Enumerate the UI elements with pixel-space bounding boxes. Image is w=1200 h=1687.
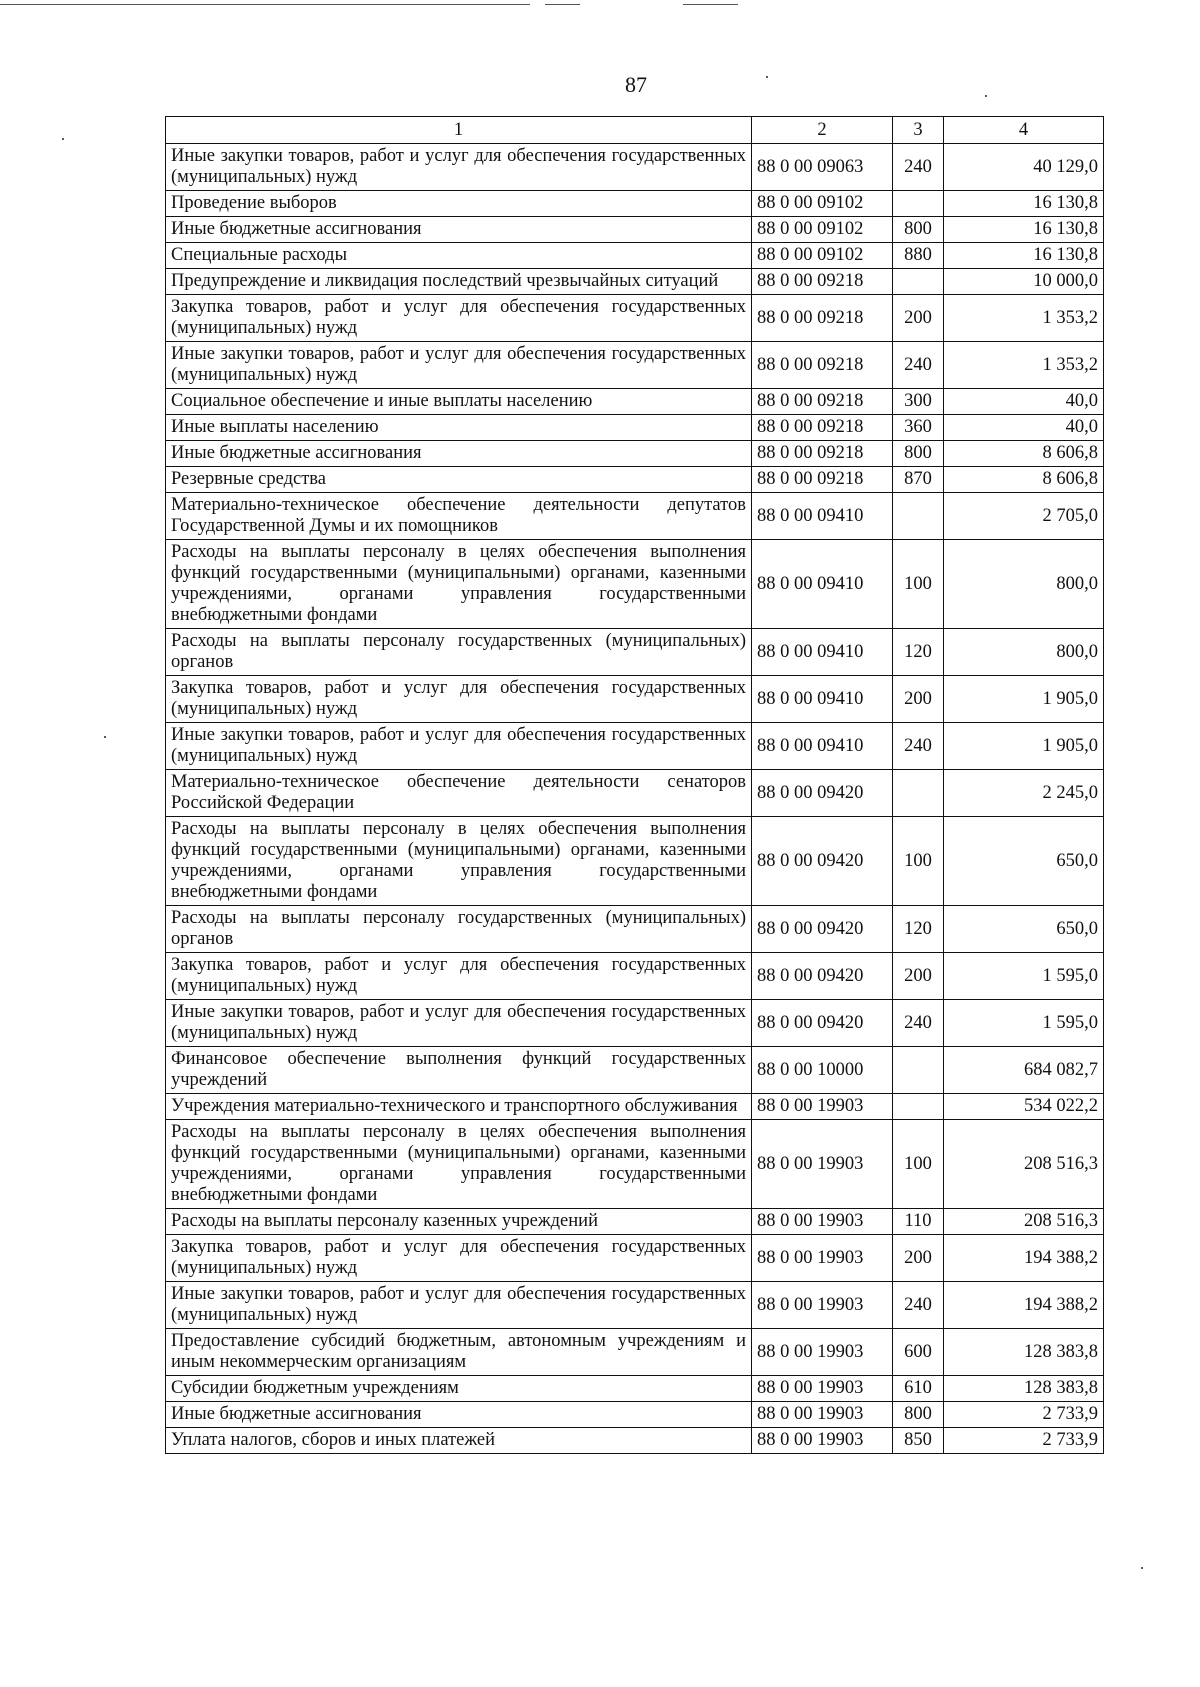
cell-expense-type: 850 xyxy=(893,1428,944,1454)
cell-target-code: 88 0 00 09410 xyxy=(752,629,893,676)
scan-edge-line xyxy=(683,4,738,5)
cell-item-name: Расходы на выплаты персоналу в целях обеспечения выполнения функций государственными (муниципальными) органами, казенными учреждениями, органами управления государственными внебюджетными фондами xyxy=(166,817,752,906)
table-row xyxy=(166,1120,1104,1209)
scan-edge-line xyxy=(545,4,580,5)
table-row xyxy=(166,906,1104,953)
cell-target-code: 88 0 00 19903 xyxy=(752,1402,893,1428)
table-header-row xyxy=(166,117,1104,144)
cell-item-name: Предоставление субсидий бюджетным, автономным учреждениям и иным некоммерческим организациям xyxy=(166,1329,752,1376)
cell-item-name: Уплата налогов, сборов и иных платежей xyxy=(166,1428,752,1454)
cell-expense-type: 100 xyxy=(893,817,944,906)
cell-target-code: 88 0 00 09420 xyxy=(752,770,893,817)
cell-amount: 534 022,2 xyxy=(944,1094,1104,1120)
table-row xyxy=(166,342,1104,389)
table-row xyxy=(166,493,1104,540)
cell-item-name: Учреждения материально-технического и транспортного обслуживания xyxy=(166,1094,752,1120)
cell-expense-type: 240 xyxy=(893,342,944,389)
cell-target-code: 88 0 00 19903 xyxy=(752,1329,893,1376)
cell-target-code: 88 0 00 09218 xyxy=(752,389,893,415)
cell-expense-type: 200 xyxy=(893,676,944,723)
cell-amount: 8 606,8 xyxy=(944,441,1104,467)
cell-target-code: 88 0 00 19903 xyxy=(752,1376,893,1402)
cell-target-code: 88 0 00 09410 xyxy=(752,493,893,540)
cell-amount: 1 905,0 xyxy=(944,723,1104,770)
table-row xyxy=(166,1329,1104,1376)
column-header-type: 3 xyxy=(893,117,944,144)
cell-amount: 800,0 xyxy=(944,629,1104,676)
cell-expense-type: 240 xyxy=(893,1282,944,1329)
cell-amount: 2 705,0 xyxy=(944,493,1104,540)
table-row xyxy=(166,1235,1104,1282)
cell-expense-type: 120 xyxy=(893,906,944,953)
cell-expense-type: 800 xyxy=(893,217,944,243)
cell-target-code: 88 0 00 09102 xyxy=(752,243,893,269)
cell-item-name: Иные бюджетные ассигнования xyxy=(166,1402,752,1428)
cell-amount: 128 383,8 xyxy=(944,1376,1104,1402)
table-row xyxy=(166,1000,1104,1047)
cell-item-name: Социальное обеспечение и иные выплаты населению xyxy=(166,389,752,415)
cell-target-code: 88 0 00 19903 xyxy=(752,1094,893,1120)
cell-item-name: Расходы на выплаты персоналу государственных (муниципальных) органов xyxy=(166,906,752,953)
cell-target-code: 88 0 00 19903 xyxy=(752,1428,893,1454)
table-row xyxy=(166,269,1104,295)
cell-item-name: Материально-техническое обеспечение деятельности депутатов Государственной Думы и их помощников xyxy=(166,493,752,540)
cell-target-code: 88 0 00 19903 xyxy=(752,1282,893,1329)
cell-target-code: 88 0 00 09420 xyxy=(752,953,893,1000)
cell-amount: 40 129,0 xyxy=(944,144,1104,191)
cell-target-code: 88 0 00 09420 xyxy=(752,1000,893,1047)
cell-target-code: 88 0 00 09102 xyxy=(752,191,893,217)
column-header-amount: 4 xyxy=(944,117,1104,144)
cell-expense-type: 100 xyxy=(893,540,944,629)
cell-target-code: 88 0 00 09218 xyxy=(752,467,893,493)
cell-amount: 2 733,9 xyxy=(944,1428,1104,1454)
cell-amount: 194 388,2 xyxy=(944,1235,1104,1282)
cell-target-code: 88 0 00 09063 xyxy=(752,144,893,191)
cell-amount: 208 516,3 xyxy=(944,1209,1104,1235)
cell-amount: 8 606,8 xyxy=(944,467,1104,493)
cell-amount: 40,0 xyxy=(944,415,1104,441)
cell-target-code: 88 0 00 19903 xyxy=(752,1235,893,1282)
cell-expense-type: 800 xyxy=(893,1402,944,1428)
table-row xyxy=(166,295,1104,342)
cell-target-code: 88 0 00 09420 xyxy=(752,906,893,953)
cell-expense-type xyxy=(893,191,944,217)
cell-target-code: 88 0 00 09410 xyxy=(752,540,893,629)
table-row xyxy=(166,1402,1104,1428)
cell-amount: 1 353,2 xyxy=(944,295,1104,342)
cell-expense-type: 200 xyxy=(893,1235,944,1282)
cell-amount: 2 733,9 xyxy=(944,1402,1104,1428)
cell-expense-type: 610 xyxy=(893,1376,944,1402)
cell-expense-type xyxy=(893,1094,944,1120)
table-row xyxy=(166,953,1104,1000)
cell-item-name: Материально-техническое обеспечение деятельности сенаторов Российской Федерации xyxy=(166,770,752,817)
table-row xyxy=(166,817,1104,906)
table-row xyxy=(166,144,1104,191)
cell-item-name: Закупка товаров, работ и услуг для обеспечения государственных (муниципальных) нужд xyxy=(166,953,752,1000)
cell-expense-type: 240 xyxy=(893,144,944,191)
cell-item-name: Резервные средства xyxy=(166,467,752,493)
cell-expense-type: 300 xyxy=(893,389,944,415)
table-row xyxy=(166,540,1104,629)
cell-amount: 1 595,0 xyxy=(944,953,1104,1000)
cell-target-code: 88 0 00 09218 xyxy=(752,295,893,342)
table-row xyxy=(166,441,1104,467)
cell-item-name: Иные выплаты населению xyxy=(166,415,752,441)
cell-amount: 1 595,0 xyxy=(944,1000,1104,1047)
cell-amount: 16 130,8 xyxy=(944,191,1104,217)
cell-expense-type: 880 xyxy=(893,243,944,269)
cell-expense-type: 600 xyxy=(893,1329,944,1376)
cell-amount: 2 245,0 xyxy=(944,770,1104,817)
table-row xyxy=(166,1376,1104,1402)
cell-target-code: 88 0 00 09420 xyxy=(752,817,893,906)
cell-expense-type: 870 xyxy=(893,467,944,493)
cell-amount: 800,0 xyxy=(944,540,1104,629)
cell-amount: 650,0 xyxy=(944,906,1104,953)
cell-amount: 16 130,8 xyxy=(944,243,1104,269)
table-row xyxy=(166,770,1104,817)
column-header-code: 2 xyxy=(752,117,893,144)
cell-item-name: Расходы на выплаты персоналу в целях обеспечения выполнения функций государственными (муниципальными) органами, казенными учреждениями, органами управления государственными внебюджетными фондами xyxy=(166,1120,752,1209)
cell-item-name: Иные закупки товаров, работ и услуг для обеспечения государственных (муниципальных) нужд xyxy=(166,1282,752,1329)
cell-expense-type xyxy=(893,269,944,295)
table-row xyxy=(166,1209,1104,1235)
scan-speck xyxy=(104,736,106,738)
cell-target-code: 88 0 00 09218 xyxy=(752,441,893,467)
cell-item-name: Финансовое обеспечение выполнения функций государственных учреждений xyxy=(166,1047,752,1094)
cell-item-name: Предупреждение и ликвидация последствий чрезвычайных ситуаций xyxy=(166,269,752,295)
cell-amount: 1 353,2 xyxy=(944,342,1104,389)
cell-expense-type: 800 xyxy=(893,441,944,467)
cell-amount: 16 130,8 xyxy=(944,217,1104,243)
cell-item-name: Расходы на выплаты персоналу казенных учреждений xyxy=(166,1209,752,1235)
cell-amount: 208 516,3 xyxy=(944,1120,1104,1209)
table-row xyxy=(166,467,1104,493)
page-number: 87 xyxy=(625,72,647,97)
table-row xyxy=(166,629,1104,676)
cell-amount: 128 383,8 xyxy=(944,1329,1104,1376)
table-row xyxy=(166,1428,1104,1454)
cell-amount: 684 082,7 xyxy=(944,1047,1104,1094)
cell-amount: 40,0 xyxy=(944,389,1104,415)
table-row xyxy=(166,1047,1104,1094)
scan-edge-line xyxy=(0,4,530,5)
cell-amount: 650,0 xyxy=(944,817,1104,906)
cell-expense-type: 360 xyxy=(893,415,944,441)
table-row xyxy=(166,1094,1104,1120)
table-row xyxy=(166,389,1104,415)
cell-target-code: 88 0 00 09218 xyxy=(752,415,893,441)
cell-expense-type: 200 xyxy=(893,295,944,342)
cell-expense-type xyxy=(893,493,944,540)
column-header-name: 1 xyxy=(166,117,752,144)
scan-speck xyxy=(62,138,64,140)
cell-target-code: 88 0 00 09410 xyxy=(752,676,893,723)
table-row xyxy=(166,415,1104,441)
cell-item-name: Иные закупки товаров, работ и услуг для обеспечения государственных (муниципальных) нужд xyxy=(166,342,752,389)
cell-item-name: Закупка товаров, работ и услуг для обеспечения государственных (муниципальных) нужд xyxy=(166,676,752,723)
cell-target-code: 88 0 00 09218 xyxy=(752,342,893,389)
cell-expense-type xyxy=(893,1047,944,1094)
cell-amount: 194 388,2 xyxy=(944,1282,1104,1329)
cell-item-name: Иные бюджетные ассигнования xyxy=(166,217,752,243)
cell-item-name: Иные закупки товаров, работ и услуг для обеспечения государственных (муниципальных) нужд xyxy=(166,723,752,770)
cell-expense-type: 110 xyxy=(893,1209,944,1235)
cell-target-code: 88 0 00 09410 xyxy=(752,723,893,770)
scan-speck xyxy=(1141,1567,1143,1569)
cell-item-name: Закупка товаров, работ и услуг для обеспечения государственных (муниципальных) нужд xyxy=(166,1235,752,1282)
cell-item-name: Закупка товаров, работ и услуг для обеспечения государственных (муниципальных) нужд xyxy=(166,295,752,342)
cell-item-name: Расходы на выплаты персоналу в целях обеспечения выполнения функций государственными (муниципальными) органами, казенными учреждениями, органами управления государственными внебюджетными фондами xyxy=(166,540,752,629)
cell-target-code: 88 0 00 09218 xyxy=(752,269,893,295)
cell-item-name: Иные закупки товаров, работ и услуг для обеспечения государственных (муниципальных) нужд xyxy=(166,1000,752,1047)
cell-item-name: Иные закупки товаров, работ и услуг для обеспечения государственных (муниципальных) нужд xyxy=(166,144,752,191)
cell-target-code: 88 0 00 19903 xyxy=(752,1120,893,1209)
table-row xyxy=(166,191,1104,217)
cell-expense-type: 200 xyxy=(893,953,944,1000)
cell-target-code: 88 0 00 09102 xyxy=(752,217,893,243)
cell-item-name: Специальные расходы xyxy=(166,243,752,269)
table-row xyxy=(166,723,1104,770)
cell-target-code: 88 0 00 19903 xyxy=(752,1209,893,1235)
cell-amount: 10 000,0 xyxy=(944,269,1104,295)
cell-target-code: 88 0 00 10000 xyxy=(752,1047,893,1094)
cell-expense-type: 240 xyxy=(893,1000,944,1047)
table-row xyxy=(166,217,1104,243)
table-row xyxy=(166,676,1104,723)
cell-expense-type xyxy=(893,770,944,817)
budget-table xyxy=(165,116,1104,1454)
cell-amount: 1 905,0 xyxy=(944,676,1104,723)
cell-item-name: Расходы на выплаты персоналу государственных (муниципальных) органов xyxy=(166,629,752,676)
table-row xyxy=(166,243,1104,269)
cell-expense-type: 240 xyxy=(893,723,944,770)
table-row xyxy=(166,1282,1104,1329)
cell-expense-type: 120 xyxy=(893,629,944,676)
cell-item-name: Проведение выборов xyxy=(166,191,752,217)
cell-expense-type: 100 xyxy=(893,1120,944,1209)
cell-item-name: Иные бюджетные ассигнования xyxy=(166,441,752,467)
cell-item-name: Субсидии бюджетным учреждениям xyxy=(166,1376,752,1402)
